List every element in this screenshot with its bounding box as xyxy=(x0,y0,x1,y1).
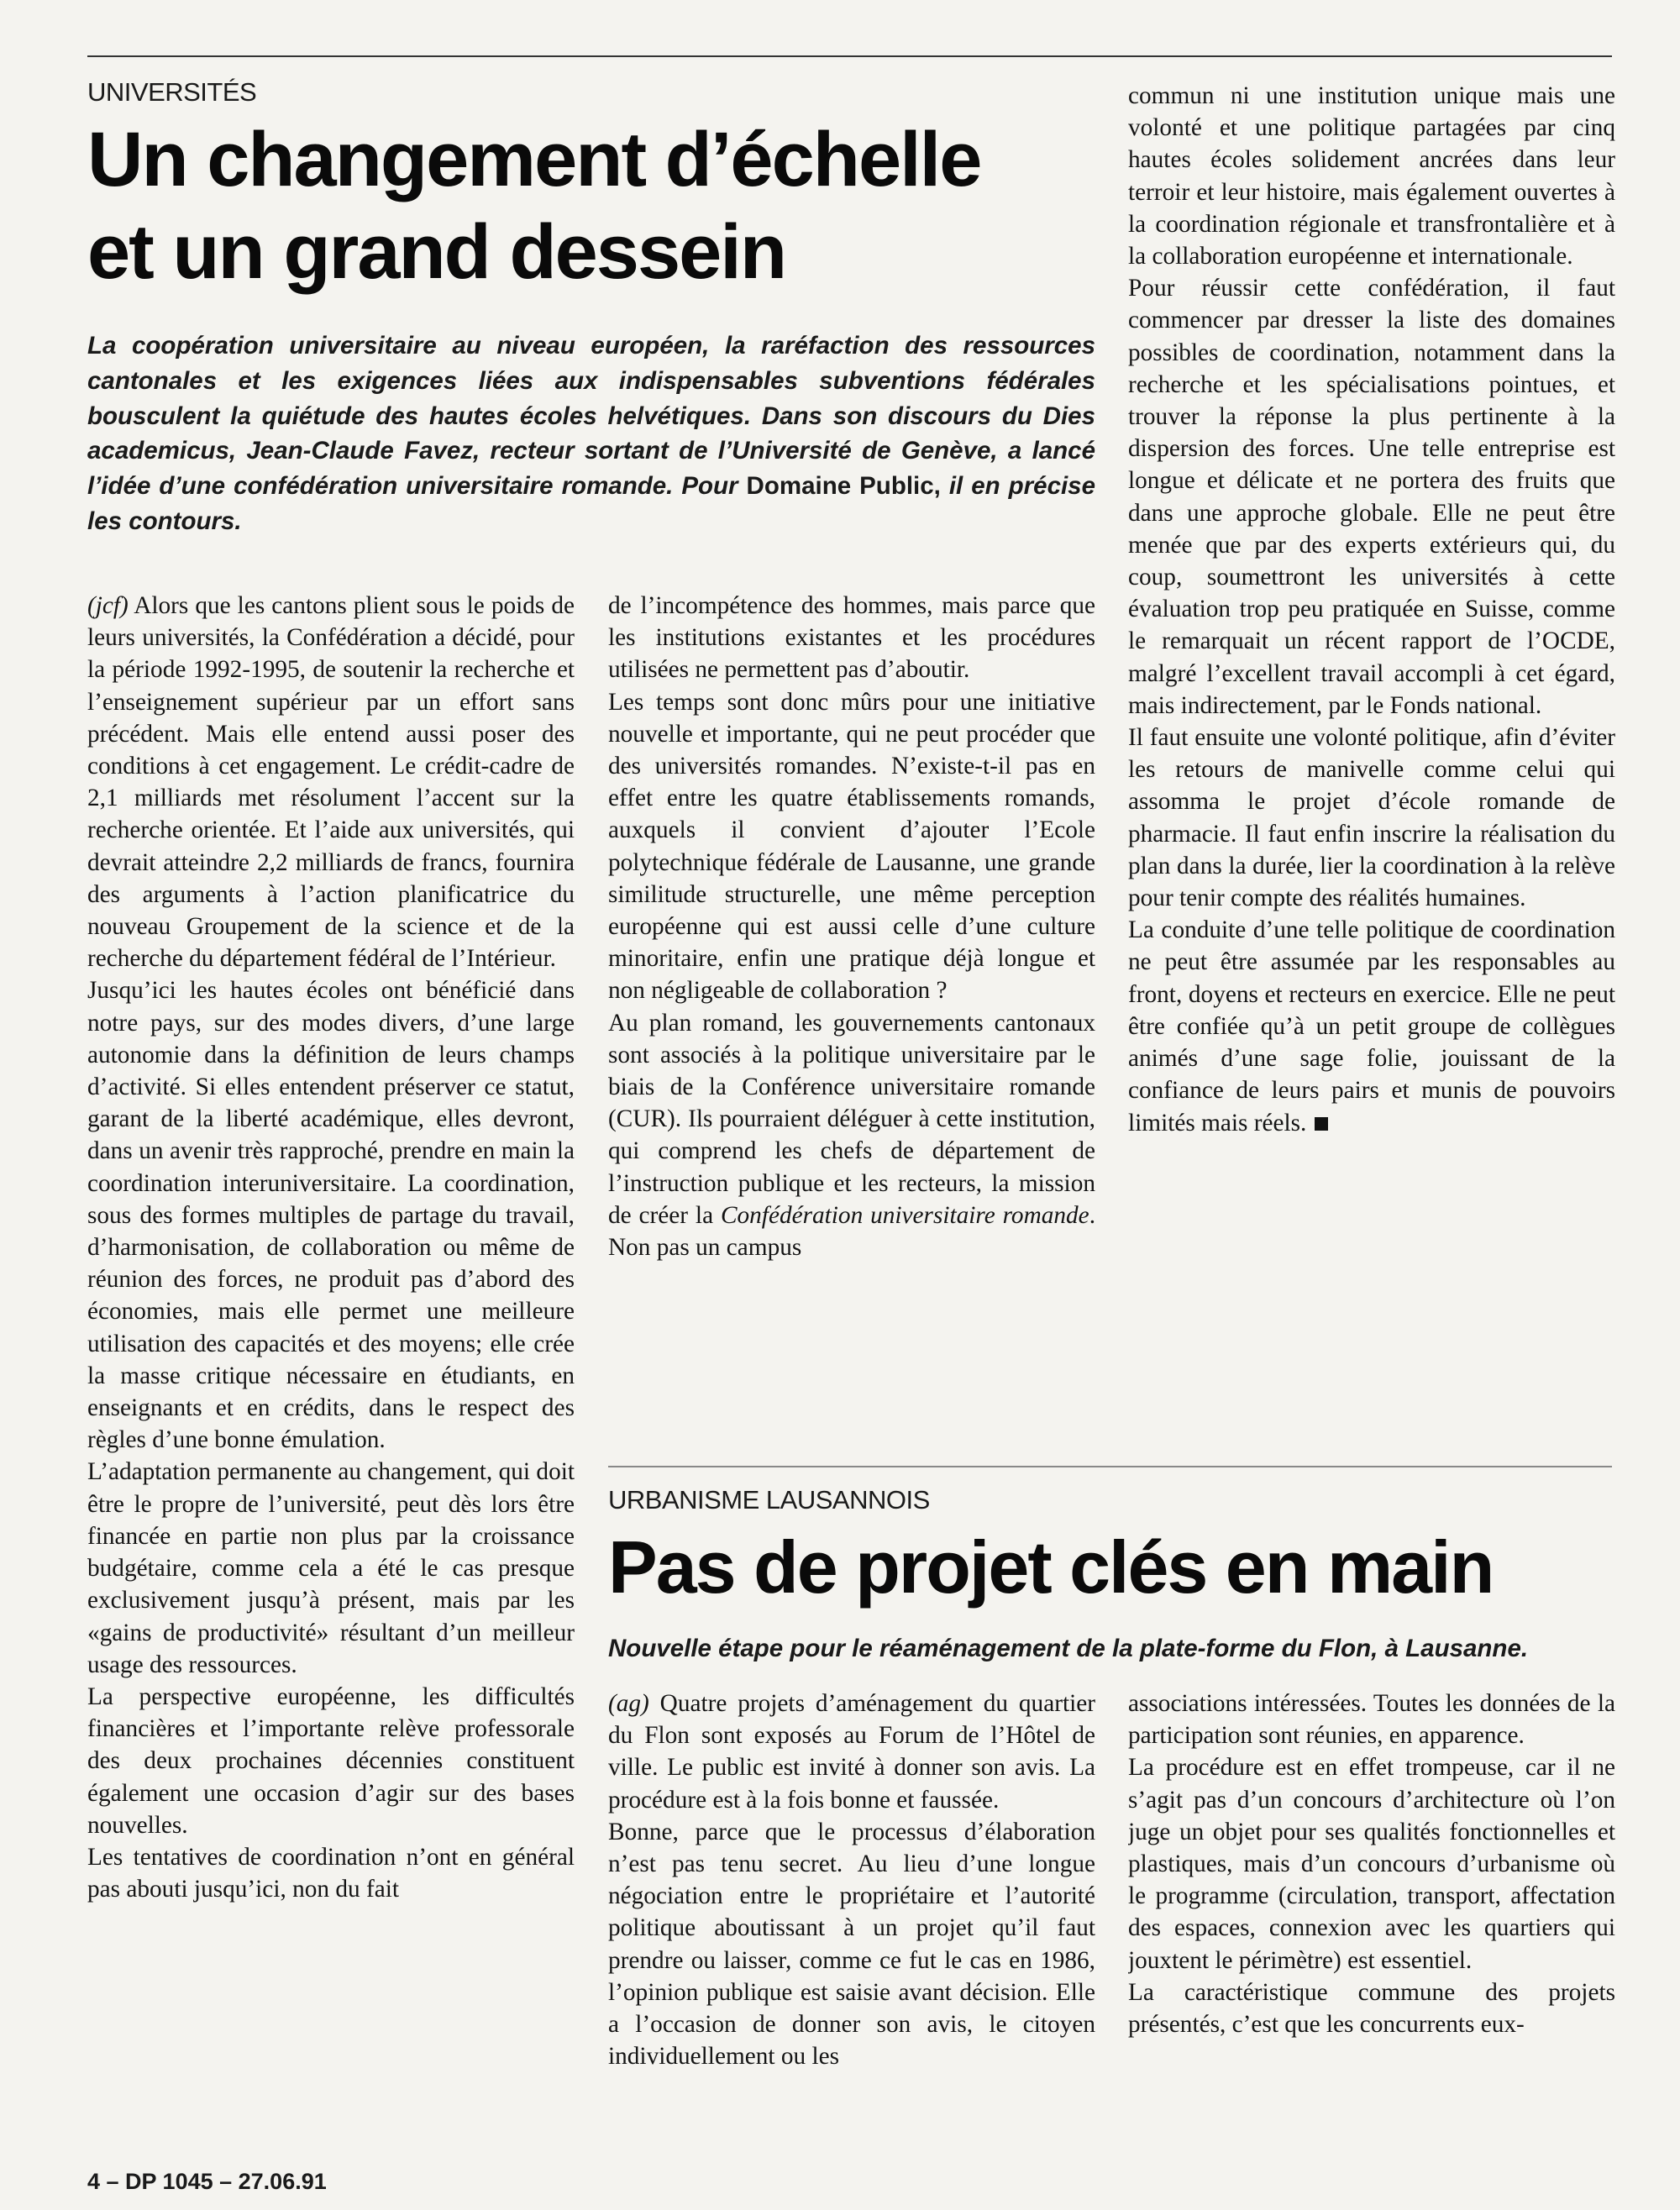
paragraph xyxy=(608,1688,1095,1816)
lead-text: La coopération universitaire au niveau européen, la raréfaction des ressources cantonales et les exigences liées aux indispensables subventions fédérales bousculent la quiétude des hautes écoles helvétiques. Dans son discours du Dies academicus, Jean-Claude Favez, recteur sortant de l’Université de Genève, a lancé l’idée d’une confédération universitaire romande. Pour xyxy=(87,332,1095,501)
paragraph-text: . Non pas un campus xyxy=(608,1201,1095,1262)
article2-lead: Nouvelle étape pour le réaménagement de la plate-forme du Flon, à Lausanne. xyxy=(608,1635,1529,1662)
paragraph xyxy=(1128,914,1615,1138)
article2-column-1 xyxy=(608,1688,1095,2166)
article2-column-2 xyxy=(1128,1688,1615,2166)
article2-headline: Pas de projet clés en main xyxy=(608,1525,1494,1609)
publication-name: Domaine Public, xyxy=(746,472,941,501)
headline-line-2: et un grand dessein xyxy=(87,209,786,295)
paragraph-text: Quatre projets d’aménagement du quartier du Flon sont exposés au Forum de l’Hôtel de ville. Le public est invité à donner son avis. La procédure est à la fois bonne et faussée. xyxy=(608,1690,1095,1814)
paragraph: L’adaptation permanente au changement, qui doit être le propre de l’université, peut dès lors être financée en partie non plus par la croissance budgétaire, comme cela a été le cas presque exclusivement jusqu’à présent, mais par les «gains de productivité» résultant d’un meilleur usage des ressources. xyxy=(87,1458,575,1678)
headline-line-1: Un changement d’échelle xyxy=(87,117,981,202)
page-footer: 4 – DP 1045 – 27.06.91 xyxy=(87,2169,327,2194)
article-headline xyxy=(87,113,980,298)
italic-term: Confédération universitaire romande xyxy=(720,1201,1089,1229)
author-tag: (ag) xyxy=(608,1690,649,1717)
paragraph: commun ni une institution unique mais une volonté et une politique partagées par cinq hautes écoles solidement ancrées dans leur terroir et leur histoire, mais également ouvertes à la coordination régionale et transfrontalière et à la collaboration européenne et internationale. xyxy=(1128,82,1615,270)
section-kicker-2: URBANISME LAUSANNOIS xyxy=(608,1485,930,1514)
article-lead xyxy=(87,328,1095,539)
top-rule xyxy=(87,55,1612,57)
article1-column-2 xyxy=(608,590,1095,1404)
paragraph: Pour réussir cette confédération, il faut commencer par dresser la liste des domaines possibles de coordination, notamment dans la recherche et les spécialisations pointues, et trouver la réponse la plus pertinente à la dispersion des forces. Une telle entreprise est longue et délicate et ne portera des fruits que dans une approche globale. Elle ne peut être menée que par des experts extérieurs qui, du coup, soumettront les universités à cette évaluation trop peu pratiquée en Suisse, comme le remarquait un récent rapport de l’OCDE, malgré l’excellent travail accompli à cet égard, mais indirectement, par le Fonds national. xyxy=(1128,275,1615,719)
article1-column-3 xyxy=(1128,80,1615,1407)
article-separator-rule xyxy=(608,1466,1612,1467)
paragraph-text: Alors que les cantons plient sous le poids de leurs universités, la Confédération a décidé, pour la période 1992-1995, de soutenir la recherche et l’enseignement supérieur par un effort sans précédent. Mais elle entend aussi poser des conditions à cet engagement. Le crédit-cadre de 2,1 milliards met résolument l’accent sur la recherche orientée. Et l’aide aux universités, qui devrait atteindre 2,2 milliards de francs, fournira des arguments à l’action planificatrice du nouveau Groupement de la science et de la recherche du département fédéral de l’Intérieur. xyxy=(87,592,575,973)
paragraph: Jusqu’ici les hautes écoles ont bénéficié dans notre pays, sur des modes divers, d’une large autonomie dans la définition de leurs champs d’activité. Si elles entendent préserver ce statut, garant de la liberté académique, elles devront, dans un avenir très rapproché, prendre en main la coordination interuniversitaire. La coordination, sous des formes multiples de partage du travail, d’harmonisation, de collaboration ou même de réunion des forces, ne produit pas d’abord des économies, mais elle permet une meilleure utilisation des capacités et des moyens; elle crée la masse critique nécessaire en étudiants, en enseignants et en crédits, dans le respect des règles d’une bonne émulation. xyxy=(87,977,575,1454)
paragraph: La caractéristique commune des projets présentés, c’est que les concurrents eux- xyxy=(1128,1978,1615,2039)
paragraph xyxy=(608,1007,1095,1264)
paragraph: La perspective européenne, les difficultés financières et l’importante relève professorale des deux prochaines décennies constituent également une occasion d’agir sur des bases nouvelles. xyxy=(87,1682,575,1839)
paragraph: Les temps sont donc mûrs pour une initiative nouvelle et importante, qui ne peut procéder que des universités romandes. N’existe-t-il pas en effet entre les quatre établissements romands, auxquels il convient d’ajouter l’Ecole polytechnique fédérale de Lausanne, une grande similitude structurelle, une même perception européenne qui est aussi celle d’une culture minoritaire, enfin une pratique déjà longue et non négligeable de collaboration ? xyxy=(608,688,1095,1005)
paragraph: associations intéressées. Toutes les données de la participation sont réunies, en apparence. xyxy=(1128,1690,1615,1750)
paragraph: de l’incompétence des hommes, mais parce que les institutions existantes et les procédures utilisées ne permettent pas d’aboutir. xyxy=(608,592,1095,684)
section-kicker: UNIVERSITÉS xyxy=(87,77,257,107)
lead-end: il en précise les contours. xyxy=(87,472,1095,535)
paragraph: Il faut ensuite une volonté politique, afin d’éviter les retours de manivelle comme celui qui assomma le projet d’école romande de pharmacie. Il faut enfin inscrire la réalisation du plan dans la durée, lier la coordination à la relève pour tenir compte des réalités humaines. xyxy=(1128,724,1615,912)
paragraph: Les tentatives de coordination n’ont en général pas abouti jusqu’ici, non du fait xyxy=(87,1843,575,1903)
paragraph: La procédure est en effet trompeuse, car il ne s’agit pas d’un concours d’architecture où l’on juge un objet pour ses qualités fonctionnelles et plastiques, mais d’un concours d’urbanisme où le programme (circulation, transport, affectation des espaces, connexion avec les quartiers qui jouxtent le périmètre) est essentiel. xyxy=(1128,1754,1615,1974)
end-of-article-mark xyxy=(1315,1117,1328,1131)
paragraph: Bonne, parce que le processus d’élaboration n’est pas tenu secret. Au lieu d’une longue négociation entre le propriétaire et l’autorité politique aboutissant à un projet qu’il faut prendre ou laisser, comme ce fut le cas en 1986, l’opinion publique est saisie avant décision. Elle a l’occasion de donner son avis, le citoyen individuellement ou les xyxy=(608,1818,1095,2071)
paragraph-text: La conduite d’une telle politique de coordination ne peut être assumée par les responsables au front, doyens et recteurs en exercice. Elle ne peut être confiée qu’à un petit groupe de collègues animés d’une sage folie, jouissant de la confiance de leurs pairs et munis de pouvoirs limités mais réels. xyxy=(1128,916,1615,1136)
author-tag: (jcf) xyxy=(87,592,129,619)
paragraph xyxy=(87,590,575,974)
article1-column-1 xyxy=(87,590,575,2160)
paragraph-text: Au plan romand, les gouvernements cantonaux sont associés à la politique universitaire par le biais de la Conférence universitaire romande (CUR). Ils pourraient déléguer à cette institution, qui comprend les chefs de département de l’instruction publique et les recteurs, la mission de créer la xyxy=(608,1009,1095,1229)
